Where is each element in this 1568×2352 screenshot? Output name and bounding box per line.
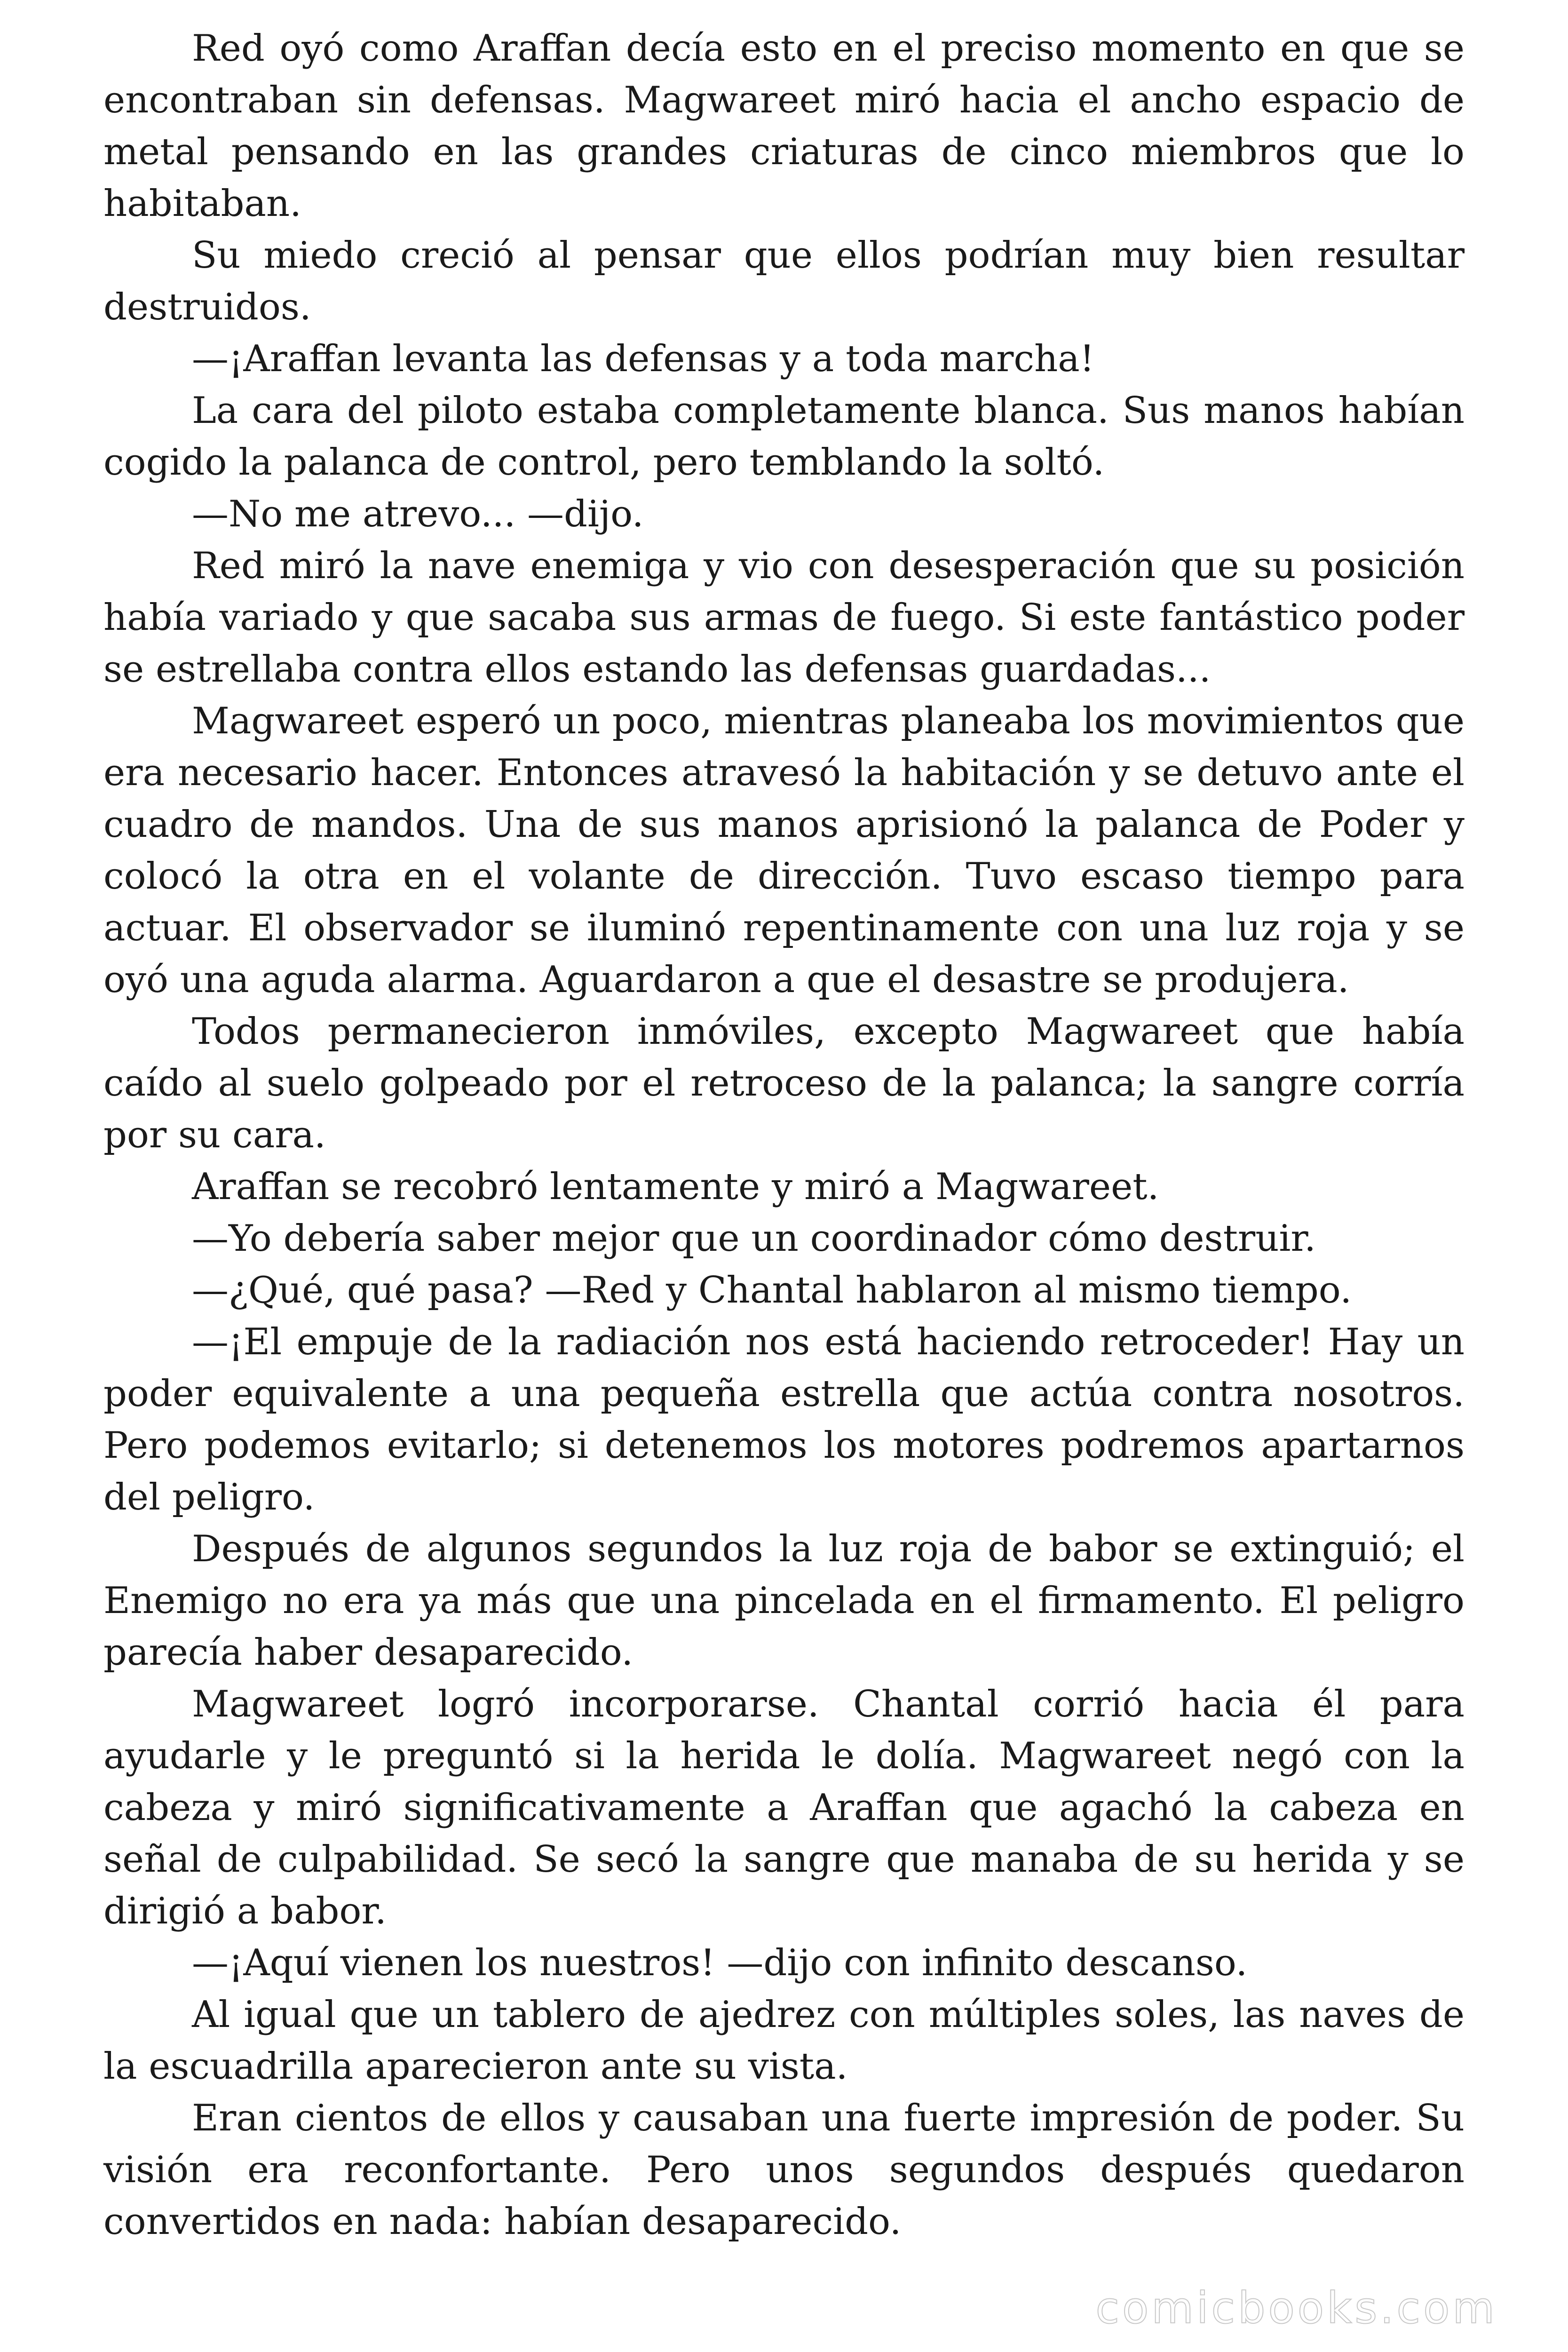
page-body — [103, 23, 1465, 2248]
paragraph: —Yo debería saber mejor que un coordinador cómo destruir. — [192, 1217, 1316, 1260]
paragraph: La cara del piloto estaba completamente blanca. Sus manos habían cogido la palanca de control, pero temblando la soltó. — [103, 389, 1465, 484]
paragraph: —¿Qué, qué pasa? —Red y Chantal hablaron al mismo tiempo. — [192, 1269, 1352, 1311]
paragraph: Eran cientos de ellos y causaban una fuerte impresión de poder. Su visión era reconfortante. Pero unos segundos después quedaron convertidos en nada: habían desaparecido. — [103, 2097, 1465, 2243]
paragraph: —¡El empuje de la radiación nos está haciendo retroceder! Hay un poder equivalente a una pequeña estrella que actúa contra nosotros. Pero podemos evitarlo; si detenemos los motores podremos apartarnos del peligro. — [103, 1321, 1465, 1518]
paragraph: Red oyó como Araffan decía esto en el preciso momento en que se encontraban sin defensas. Magwareet miró hacia el ancho espacio de metal pensando en las grandes criaturas de cinco miembros que lo habitaban. — [103, 27, 1465, 225]
paragraph: Red miró la nave enemiga y vio con desesperación que su posición había variado y que sacaba sus armas de fuego. Si este fantástico poder se estrellaba contra ellos estando las defensas guardadas... — [103, 545, 1465, 691]
paragraph: Después de algunos segundos la luz roja de babor se extinguió; el Enemigo no era ya más que una pincelada en el firmamento. El peligro parecía haber desaparecido. — [103, 1528, 1465, 1674]
paragraph: —¡Araffan levanta las defensas y a toda marcha! — [192, 338, 1095, 380]
paragraph: Araffan se recobró lentamente y miró a Magwareet. — [192, 1166, 1159, 1208]
paragraph: Magwareet logró incorporarse. Chantal corrió hacia él para ayudarle y le preguntó si la herida le dolía. Magwareet negó con la cabeza y miró significativamente a Araffan que agachó la cabeza en señal de culpabilidad. Se secó la sangre que manaba de su herida y se dirigió a babor. — [103, 1683, 1465, 1932]
watermark: comicbooks.com — [1095, 2283, 1497, 2333]
paragraph: Todos permanecieron inmóviles, excepto Magwareet que había caído al suelo golpeado por el retroceso de la palanca; la sangre corría por su cara. — [103, 1010, 1465, 1156]
paragraph: Su miedo creció al pensar que ellos podrían muy bien resultar destruidos. — [103, 234, 1465, 328]
paragraph: Magwareet esperó un poco, mientras planeaba los movimientos que era necesario hacer. Entonces atravesó la habitación y se detuvo ante el cuadro de mandos. Una de sus manos aprisionó la palanca de Poder y colocó la otra en el volante de dirección. Tuvo escaso tiempo para actuar. El observador se iluminó repentinamente con una luz roja y se oyó una aguda alarma. Aguardaron a que el desastre se produjera. — [103, 700, 1465, 1001]
paragraph: Al igual que un tablero de ajedrez con múltiples soles, las naves de la escuadrilla aparecieron ante su vista. — [103, 1994, 1465, 2088]
paragraph: —No me atrevo... —dijo. — [192, 493, 644, 535]
paragraph: —¡Aquí vienen los nuestros! —dijo con infinito descanso. — [192, 1942, 1248, 1984]
